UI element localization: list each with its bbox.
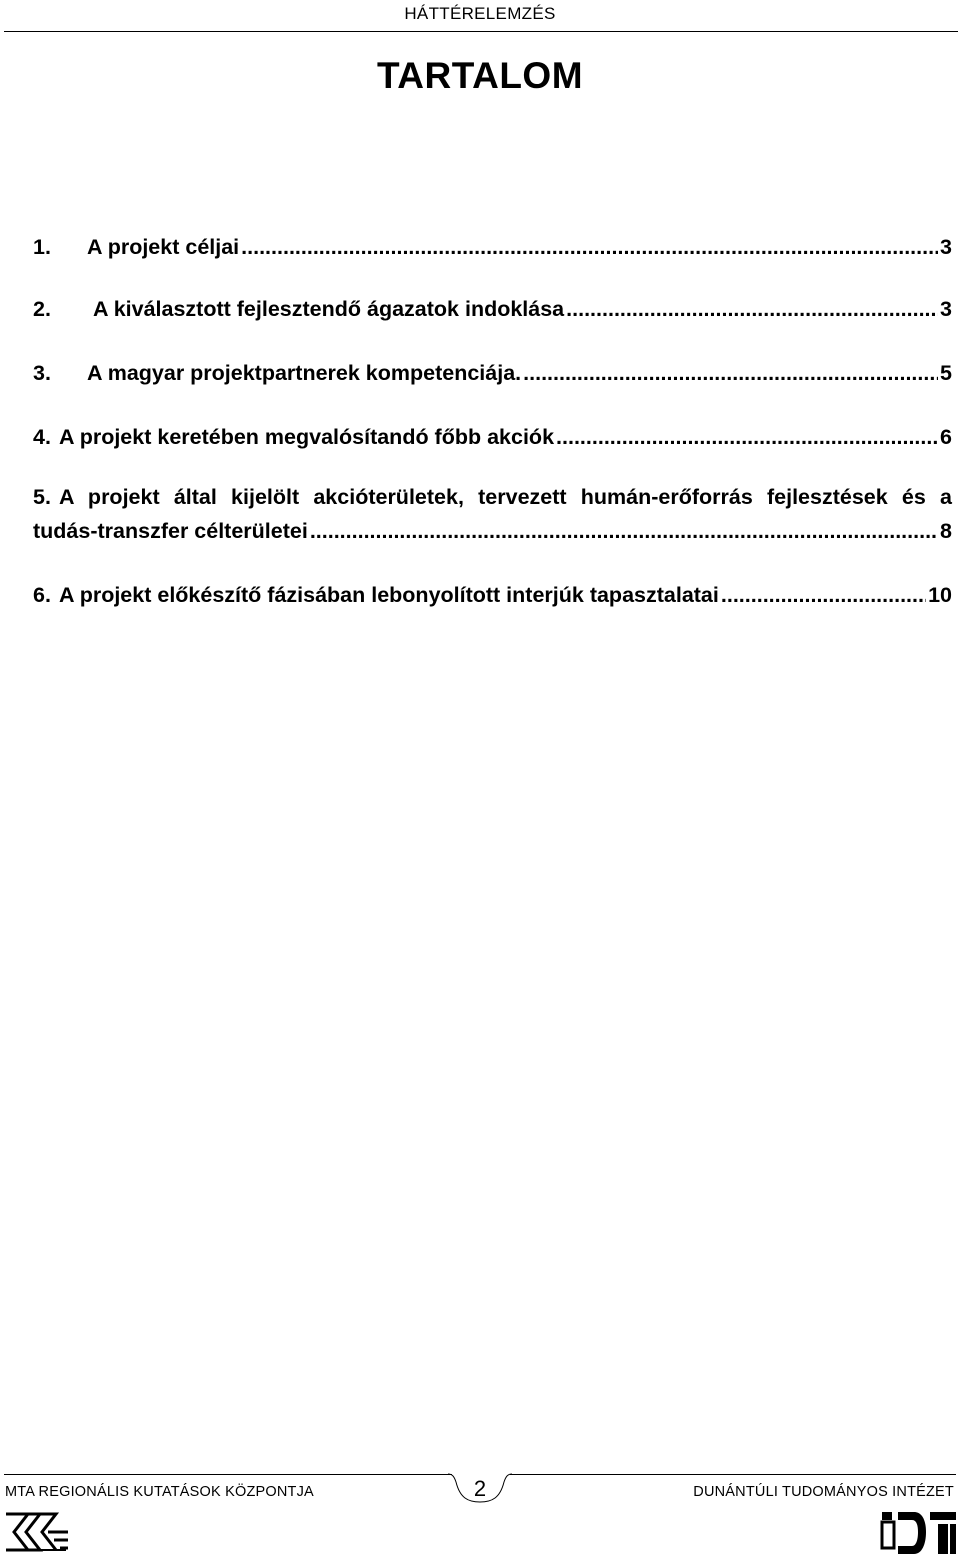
toc-number: 2. xyxy=(33,297,51,321)
toc-entry-2[interactable] xyxy=(33,292,952,326)
toc-page-number: 3 xyxy=(940,297,952,321)
footer-rule-left xyxy=(4,1474,452,1475)
toc-leader-dots xyxy=(310,514,938,548)
toc-text-line-1: A projekt által kijelölt akcióterületek, tervezett humán-erőforrás fejlesztések és a xyxy=(59,485,952,509)
toc-text-line-2: tudás-transzfer célterületei xyxy=(33,519,308,543)
toc-entry-5[interactable] xyxy=(33,480,952,548)
toc-page-number: 3 xyxy=(940,235,952,259)
toc-leader-dots xyxy=(721,578,926,612)
toc-text: A projekt céljai xyxy=(87,235,240,259)
rkk-logo-icon xyxy=(4,1510,70,1554)
toc-number: 3. xyxy=(33,361,51,385)
toc-page-number: 8 xyxy=(940,519,952,543)
toc-leader-dots xyxy=(241,230,938,264)
toc-leader-dots xyxy=(556,420,938,454)
toc-page-number: 10 xyxy=(928,583,952,607)
toc-leader-dots xyxy=(566,292,938,326)
page-number: 2 xyxy=(473,1476,487,1501)
toc-leader-dots xyxy=(523,356,938,390)
running-header: HÁTTÉRELEMZÉS xyxy=(404,4,556,23)
toc-text: A kiválasztott fejlesztendő ágazatok indoklása xyxy=(93,297,565,321)
toc-text: A magyar projektpartnerek kompetenciája. xyxy=(87,361,522,385)
toc-text: A projekt keretében megvalósítandó főbb akciók xyxy=(59,425,555,449)
toc-entry-4[interactable] xyxy=(33,420,952,454)
dti-logo-icon xyxy=(880,1508,958,1558)
footer-institution-left: MTA REGIONÁLIS KUTATÁSOK KÖZPONTJA xyxy=(5,1484,314,1500)
toc-page-number: 6 xyxy=(940,425,952,449)
page-title: TARTALOM xyxy=(376,55,584,96)
toc-number: 5. xyxy=(33,485,51,509)
toc-number: 4. xyxy=(33,425,51,449)
toc-entry-1[interactable] xyxy=(33,230,952,264)
footer-rule-right xyxy=(510,1474,956,1475)
footer-institution-right: DUNÁNTÚLI TUDOMÁNYOS INTÉZET xyxy=(693,1484,954,1500)
toc-entry-3[interactable] xyxy=(33,356,952,390)
toc-number: 1. xyxy=(33,235,51,259)
toc-text: A projekt előkészítő fázisában lebonyolított interjúk tapasztalatai xyxy=(59,583,719,607)
toc-page-number: 5 xyxy=(940,361,952,385)
header-rule xyxy=(4,31,958,32)
toc-entry-6[interactable] xyxy=(33,578,952,612)
toc-number: 6. xyxy=(33,583,51,607)
